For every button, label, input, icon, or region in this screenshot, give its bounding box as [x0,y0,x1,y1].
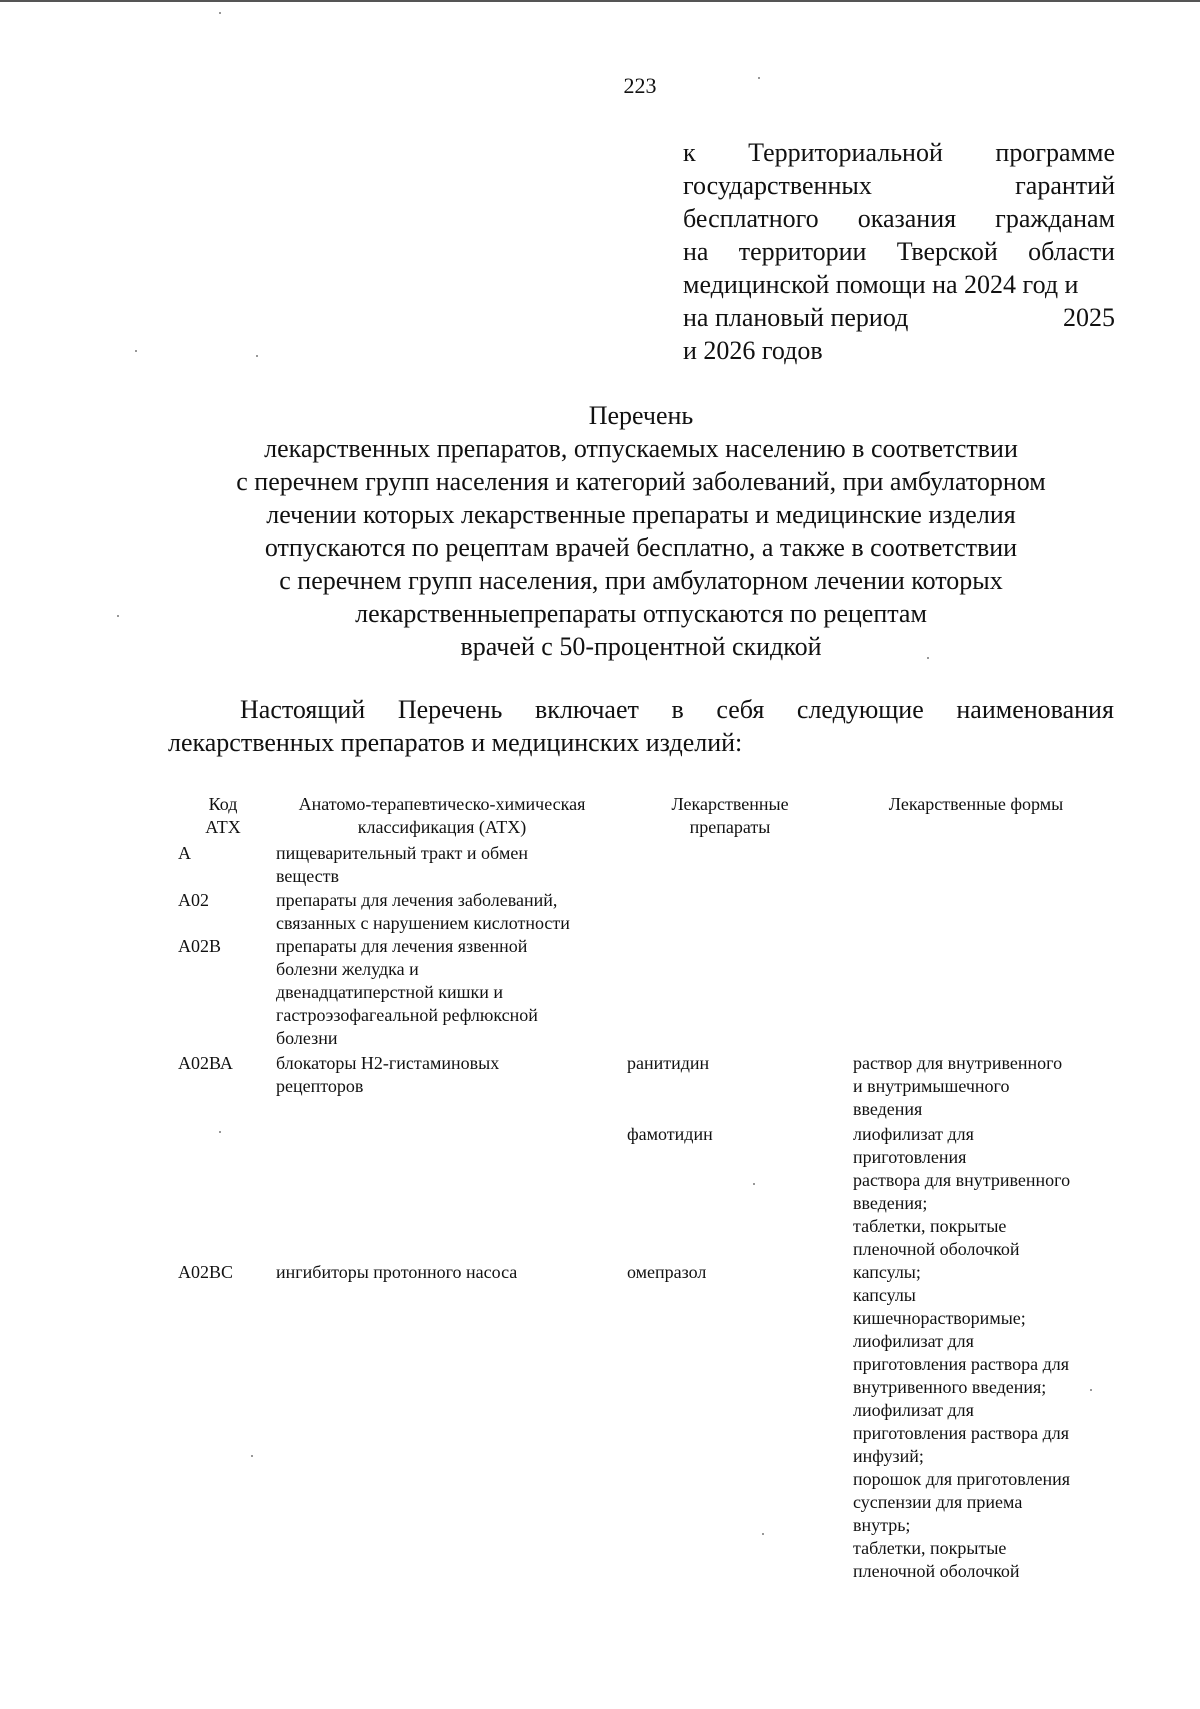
title-line: с перечнем групп населения, при амбулаторном лечении которых [279,566,1003,595]
dosage-form-line: приготовления [853,1147,967,1167]
dosage-form-line: внутрь; [853,1515,911,1535]
header-code: Код АТХ [205,794,241,837]
dosage-form-line: лиофилизат для [853,1331,974,1351]
scan-speck [753,1183,755,1185]
title-line: лечении которых лекарственные препараты и медицинские изделия [266,500,1016,529]
classification-line: болезни желудка и [276,959,419,979]
intro-word: в [671,695,684,724]
dosage-form-line: лиофилизат для [853,1400,974,1420]
classification-line: болезни [276,1028,338,1048]
scan-speck [758,77,760,79]
dosage-form-line: раствор для внутривенного [853,1053,1063,1073]
atc-code: А02ВА [178,1053,233,1073]
appendix-word: государственных [683,171,872,200]
dosage-forms [853,1123,1070,1261]
classification-line: блокаторы Н2-гистаминовых [276,1053,500,1073]
dosage-form-line: таблетки, покрытые [853,1216,1007,1236]
appendix-word: Тверской [896,237,998,266]
dosage-form-line: приготовления раствора для [853,1354,1069,1374]
intro-word: себя [716,695,765,724]
dosage-form-line: пленочной оболочкой [853,1239,1020,1259]
atc-code: А02В [178,936,222,956]
header-classification: Анатомо-терапевтическо-химическая классификация (АТХ) [298,794,586,837]
dosage-form-line: раствора для внутривенного [853,1170,1071,1190]
header-forms: Лекарственные формы [888,794,1064,814]
dosage-form-line: капсулы [853,1285,916,1305]
scan-speck [762,1533,764,1535]
intro-word: Перечень [397,695,503,724]
dosage-form-line: и внутримышечного [853,1076,1010,1096]
intro-word: включает [535,695,639,724]
appendix-word: программе [995,138,1115,167]
appendix-word: на [683,237,709,266]
classification-line: двенадцатиперстной кишки и [276,982,503,1002]
classification-line: пищеварительный тракт и обмен [276,843,528,863]
title-line: лекарственныепрепараты отпускаются по рецептам [355,599,927,628]
intro-word: наименования [956,695,1114,724]
dosage-form-line: таблетки, покрытые [853,1538,1007,1558]
page-number: 223 [623,73,657,98]
title-line: отпускаются по рецептам врачей бесплатно, а также в соответствии [264,533,1018,562]
dosage-form-line: суспензии для приема [853,1492,1023,1512]
classification-line: веществ [276,866,340,886]
appendix-word: медицинской помощи на 2024 год и [683,270,1079,299]
classification-line: препараты для лечения заболеваний, [276,890,558,910]
appendix-word: гарантий [1015,171,1115,200]
appendix-word: на плановый период [683,303,909,332]
dosage-form-line: введения; [853,1193,928,1213]
dosage-forms [853,1261,1070,1583]
intro-second-line: лекарственных препаратов и медицинских изделий: [168,728,743,757]
dosage-form-line: инфузий; [853,1446,924,1466]
intro-word: следующие [796,695,924,724]
scan-speck [135,350,137,352]
atc-code: А [178,843,191,863]
appendix-word: и 2026 годов [683,336,823,365]
appendix-word: 2025 [1063,303,1115,332]
title-heading: Перечень [588,401,694,430]
title-line: лекарственных препаратов, отпускаемых населению в соответствии [264,434,1018,463]
drug-name: фамотидин [627,1124,713,1144]
atc-classification [276,842,528,888]
dosage-form-line: лиофилизат для [853,1124,974,1144]
scan-speck [1090,1389,1092,1391]
classification-line: рецепторов [276,1076,364,1096]
appendix-word: к [683,138,696,167]
dosage-form-line: кишечнорастворимые; [853,1308,1026,1328]
classification-line: связанных с нарушением кислотности [276,913,570,933]
scan-speck [256,355,258,357]
dosage-form-line: пленочной оболочкой [853,1561,1020,1581]
atc-classification [276,935,538,1050]
appendix-word: области [1028,237,1115,266]
atc-code: А02ВС [178,1262,234,1282]
classification-line: препараты для лечения язвенной [276,936,528,956]
scan-speck [117,615,119,617]
appendix-word: оказания [857,204,957,233]
title-line: врачей с 50-процентной скидкой [460,632,822,661]
dosage-forms [853,1052,1062,1121]
classification-line: ингибиторы протонного насоса [276,1262,518,1282]
title-line: с перечнем групп населения и категорий заболеваний, при амбулаторном [236,467,1046,496]
scan-speck [251,1455,253,1457]
atc-classification [276,889,570,935]
header-drugs: Лекарственные препараты [671,794,789,837]
scan-speck [927,657,929,659]
appendix-word: территории [738,237,867,266]
classification-line: гастроэзофагеальной рефлюксной [276,1005,538,1025]
atc-classification [276,1052,499,1098]
appendix-word: гражданам [995,204,1115,233]
appendix-word: Территориальной [748,138,943,167]
drug-name: ранитидин [627,1053,710,1073]
atc-classification [276,1261,517,1284]
dosage-form-line: введения [853,1099,923,1119]
drug-name: омепразол [627,1262,707,1282]
scan-speck [219,1131,221,1133]
scan-speck [219,12,221,14]
dosage-form-line: внутривенного введения; [853,1377,1047,1397]
dosage-form-line: капсулы; [853,1262,921,1282]
atc-code: А02 [178,890,209,910]
appendix-word: бесплатного [683,204,819,233]
dosage-form-line: порошок для приготовления [853,1469,1071,1489]
intro-word: Настоящий [240,695,366,724]
dosage-form-line: приготовления раствора для [853,1423,1069,1443]
